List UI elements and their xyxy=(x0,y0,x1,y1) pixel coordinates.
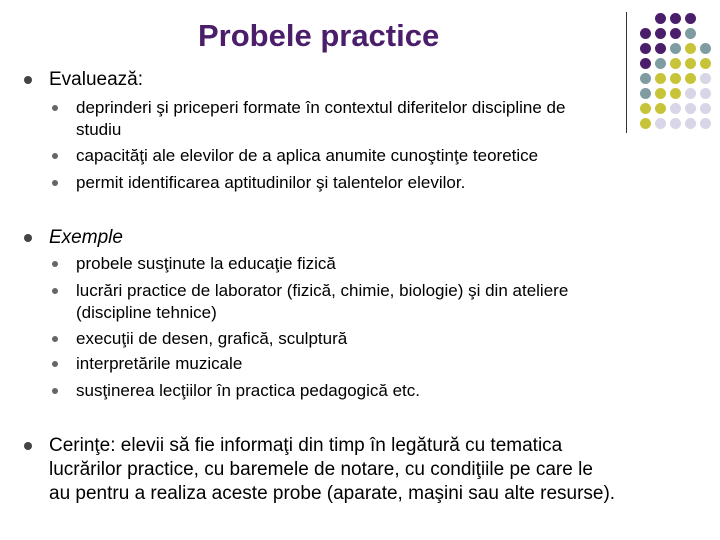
decorative-dot xyxy=(685,13,696,24)
sub-bullet-text: lucrări practice de laborator (fizică, chimie, biologie) şi din ateliere xyxy=(76,281,569,300)
sub-bullet-text: deprinderi şi priceperi formate în contextul diferitelor discipline de xyxy=(76,98,566,117)
decorative-dot xyxy=(685,103,696,114)
decorative-dot xyxy=(670,58,681,69)
bullet-icon xyxy=(52,288,58,294)
decorative-dot xyxy=(670,103,681,114)
decorative-dot xyxy=(700,58,711,69)
decorative-dot xyxy=(655,58,666,69)
decorative-dot xyxy=(685,28,696,39)
decorative-dot xyxy=(640,118,651,129)
decorative-dot xyxy=(700,103,711,114)
bullet-icon xyxy=(52,105,58,111)
decorative-dot xyxy=(685,73,696,84)
decorative-dot xyxy=(700,43,711,54)
bullet-icon xyxy=(52,180,58,186)
sub-bullet-text: interpretările muzicale xyxy=(76,354,243,373)
page-title: Probele practice xyxy=(198,18,440,53)
decorative-dot xyxy=(685,118,696,129)
sub-bullet-text: capacităţi ale elevilor de a aplica anumite cunoştinţe teoretice xyxy=(76,146,539,165)
paragraph-line: Cerinţe: elevii să fie informaţi din timp în legătură cu tematica xyxy=(49,435,563,456)
bullet-icon xyxy=(52,336,58,342)
decorative-dot xyxy=(700,88,711,99)
section-heading: Evaluează: xyxy=(49,69,144,90)
decorative-dot xyxy=(655,103,666,114)
decorative-dot xyxy=(700,118,711,129)
decorative-dot xyxy=(670,73,681,84)
decorative-dot xyxy=(670,88,681,99)
sub-bullet-continuation: studiu xyxy=(76,120,122,139)
sub-bullet-text: susţinerea lecţiilor în practica pedagogică etc. xyxy=(76,381,420,400)
sub-bullet-text: probele susţinute la educaţie fizică xyxy=(76,254,336,273)
sub-bullet-continuation: (discipline tehnice) xyxy=(76,303,217,322)
bullet-icon xyxy=(24,76,32,84)
decorative-dot xyxy=(685,58,696,69)
decorative-dot xyxy=(655,28,666,39)
decorative-dot xyxy=(640,43,651,54)
bullet-icon xyxy=(24,234,32,242)
decorative-dot xyxy=(655,43,666,54)
decorative-dot xyxy=(685,43,696,54)
decorative-dot xyxy=(640,103,651,114)
bullet-icon xyxy=(52,153,58,159)
decorative-dot xyxy=(670,28,681,39)
decorative-divider xyxy=(626,12,627,133)
decorative-dot xyxy=(700,73,711,84)
bullet-icon xyxy=(52,361,58,367)
sub-bullet-text: execuţii de desen, grafică, sculptură xyxy=(76,329,348,348)
sub-bullet-text: permit identificarea aptitudinilor şi talentelor elevilor. xyxy=(76,173,466,192)
decorative-dot xyxy=(655,88,666,99)
decorative-dot xyxy=(655,118,666,129)
decorative-dot xyxy=(655,13,666,24)
bullet-icon xyxy=(52,261,58,267)
paragraph-line: au pentru a realiza aceste probe (aparate, maşini sau alte resurse). xyxy=(49,483,616,504)
decorative-dot xyxy=(640,58,651,69)
bullet-icon xyxy=(52,388,58,394)
paragraph-line: lucrărilor practice, cu baremele de notare, cu condiţiile pe care le xyxy=(49,459,593,480)
decorative-dot xyxy=(685,88,696,99)
bullet-icon xyxy=(24,442,32,450)
decorative-dot xyxy=(640,73,651,84)
decorative-dot xyxy=(640,28,651,39)
decorative-dot xyxy=(670,118,681,129)
decorative-dot xyxy=(670,43,681,54)
section-heading: Exemple xyxy=(49,227,123,248)
decorative-dot xyxy=(640,88,651,99)
decorative-dot xyxy=(655,73,666,84)
decorative-dot xyxy=(670,13,681,24)
